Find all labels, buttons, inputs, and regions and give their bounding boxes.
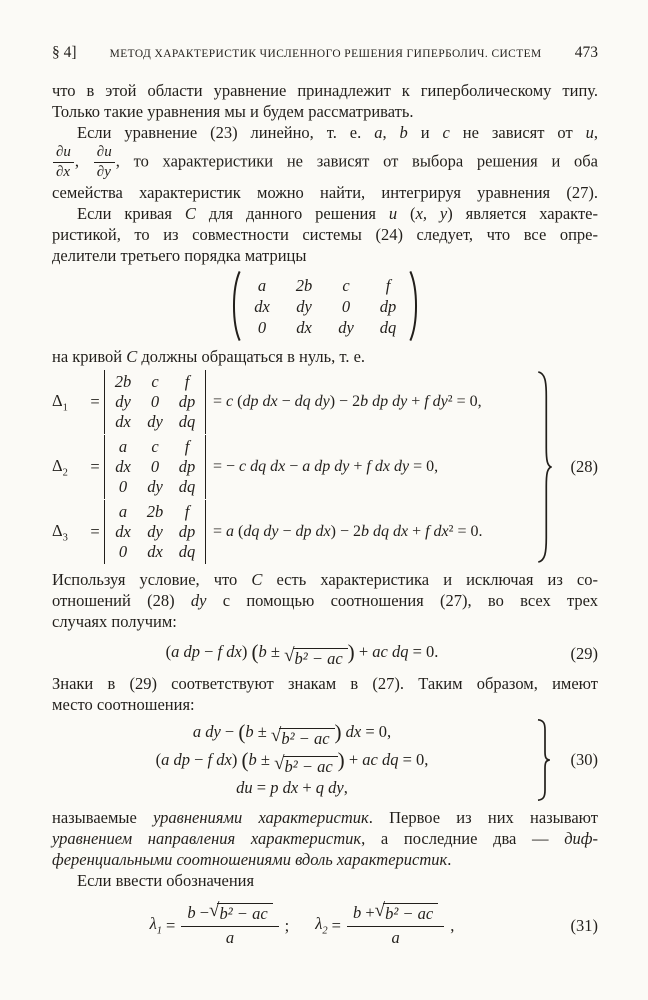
equation-31-body: [52, 900, 552, 948]
delta-symbol: $\Delta_3$: [52, 520, 68, 544]
determinant-matrix: [104, 370, 206, 434]
equals-sign: =: [90, 457, 100, 476]
equals-sign: =: [331, 915, 341, 935]
text-line-with-fractions: [52, 143, 598, 182]
matrix-cell: dy: [296, 296, 312, 316]
det-cell: dp: [178, 522, 196, 541]
coefficient-matrix-display: [52, 270, 598, 342]
system-brace-icon: [536, 370, 552, 564]
left-paren-icon: [228, 270, 242, 342]
page-number: 473: [574, 44, 598, 61]
det-cell: f: [184, 502, 190, 521]
det-cell: dq: [178, 477, 196, 496]
matrix-cell: 0: [341, 296, 351, 316]
section-number: § 4]: [52, 44, 77, 61]
matrix-cell: dx: [296, 317, 312, 337]
radicand: b² − ac: [217, 903, 272, 922]
text-line: ференциальными соотношениями вдоль характеристик.: [52, 850, 452, 869]
text-line: Только такие уравнения мы и будем рассматривать.: [52, 102, 414, 121]
det-cell: 2b: [114, 372, 132, 391]
radicand: b² − ac: [383, 903, 438, 922]
text-line: уравнением направления характеристик, а последние два — диф-: [52, 829, 599, 848]
text-line: что в этой области уравнение принадлежит к гиперболическому типу.: [52, 81, 598, 100]
radicand: b² − ac: [283, 756, 338, 775]
text-line: на кривой C должны обращаться в нуль, т. е.: [52, 347, 366, 366]
det-cell: dx: [115, 412, 131, 431]
sqrt-sign: √: [374, 900, 386, 921]
det-cell: f: [184, 437, 190, 456]
separator: ;: [284, 915, 290, 935]
matrix-cell: dq: [379, 317, 397, 337]
text-line: место соотношения:: [52, 695, 195, 714]
equals-sign: =: [90, 522, 100, 541]
det-cell: dx: [115, 457, 131, 476]
det-cell: dq: [178, 412, 196, 431]
fraction-denominator: ∂x: [53, 162, 74, 180]
det-cell: c: [151, 372, 159, 391]
paragraph-using-condition: [52, 569, 598, 632]
sqrt-sign: √: [284, 645, 295, 666]
fraction: [181, 900, 278, 948]
fraction-numerator: b + √ b² − ac: [347, 903, 444, 926]
equation-segment: (a dp − f dx) (b ±: [155, 748, 275, 772]
equals-sign: =: [90, 392, 100, 411]
text-line: Если уравнение (23) линейно, т. е. a, b и c не зависят от u,: [77, 123, 598, 142]
fraction: [347, 900, 444, 948]
equation-segment: ) dx = 0,: [334, 720, 392, 744]
matrix-cell: dp: [379, 296, 397, 316]
det-cell: dx: [115, 522, 131, 541]
equation-segment: (a dp − f dx) (b ±: [165, 640, 285, 664]
text-line: Если ввести обозначения: [77, 871, 255, 890]
radical: [270, 725, 335, 748]
fraction-denominator: ∂y: [94, 162, 115, 180]
text-line: Используя условие, что C есть характеристика и исключая из со-: [52, 570, 598, 589]
det-cell: 0: [150, 457, 160, 476]
text-line: Если кривая C для данного решения u (x, y) является характе-: [77, 204, 598, 223]
text-segment: , то характеристики не зависят от выбора решения и оба: [115, 151, 599, 171]
text-line: Знаки в (29) соответствуют знакам в (27). Таким образом, имеют: [52, 674, 598, 693]
det-cell: a: [118, 502, 128, 521]
equation-segment: ) + ac dq = 0,: [337, 748, 429, 772]
radicand: b² − ac: [279, 728, 334, 747]
determinant-row-delta2: [52, 435, 532, 499]
det-cell: f: [184, 372, 190, 391]
inline-fraction-du-dx: [53, 145, 74, 180]
equation-rhs: = a (dq dy − dp dx) − 2b dq dx + f dx² = 0.: [213, 523, 483, 540]
det-cell: dy: [115, 392, 131, 411]
det-cell: 0: [118, 542, 128, 561]
radical: [209, 900, 273, 923]
det-cell: dy: [147, 522, 163, 541]
running-head: [52, 44, 598, 62]
fraction-numerator: b − √ b² − ac: [181, 903, 278, 926]
lambda2-definition: [315, 900, 455, 948]
equation-30-line3: du = p dx + q dy,: [236, 778, 348, 797]
fraction-numerator: ∂u: [56, 144, 71, 160]
determinant-matrix: [104, 500, 206, 564]
determinant-matrix: [104, 435, 206, 499]
matrix-cell: a: [257, 275, 267, 295]
text-line: называемые уравнениями характеристик. Первое из них называют: [52, 808, 598, 827]
det-cell: 0: [118, 477, 128, 496]
equation-label-28: (28): [570, 457, 598, 476]
radicand: b² − ac: [293, 648, 348, 667]
equation-31: [52, 900, 598, 948]
determinant-row-delta3: [52, 500, 532, 564]
delta-symbol: $\Delta_1$: [52, 390, 68, 414]
lambda-symbol: $\lambda_1$: [149, 914, 163, 937]
equation-system-30: [52, 719, 598, 801]
matrix-cell: 0: [257, 317, 267, 337]
det-cell: dp: [178, 457, 196, 476]
equation-30-line1: [52, 719, 532, 747]
equation-label-29: (29): [570, 643, 598, 663]
matrix-cell: c: [342, 275, 350, 295]
lambda-symbol: $\lambda_2$: [315, 914, 328, 937]
sqrt-sign: √: [209, 900, 220, 921]
lambda1-definition: [149, 900, 316, 948]
paragraph-linear-case: [52, 122, 598, 203]
text-line: ристикой, то из совместности системы (24) следует, что все опре-: [52, 225, 598, 244]
det-cell: a: [118, 437, 128, 456]
paragraph-characteristic-equations: [52, 807, 598, 891]
equation-rhs: = c (dp dx − dq dy) − 2b dp dy + f dy² = 0,: [213, 393, 482, 410]
fraction-denominator: a: [181, 926, 278, 948]
equations-30-body: [52, 719, 532, 801]
equation-label-30: (30): [570, 750, 598, 769]
sqrt-sign: √: [270, 725, 282, 746]
paragraph-curve-c: [52, 203, 598, 266]
equation-rhs: = − c dq dx − a dp dy + f dx dy = 0,: [213, 458, 439, 475]
sqrt-sign: √: [274, 753, 285, 774]
matrix-cell: dy: [338, 317, 354, 337]
delta-symbol: $\Delta_2$: [52, 455, 68, 479]
equation-segment: ) + ac dq = 0.: [347, 640, 439, 664]
paragraph-signs: [52, 673, 598, 715]
fraction-denominator: a: [347, 926, 444, 948]
equation-label-31: (31): [570, 915, 598, 935]
system-brace-icon: [536, 719, 552, 801]
equation-29: [52, 640, 598, 667]
equation-system-28: [52, 369, 598, 565]
text-line: делители третьего порядка матрицы: [52, 246, 307, 265]
determinant-equations: [52, 369, 532, 565]
matrix-cell: dx: [254, 296, 270, 316]
text-line: семейства характеристик можно найти, интегрируя уравнения (27).: [52, 183, 598, 202]
det-cell: c: [151, 437, 159, 456]
det-cell: 0: [150, 392, 160, 411]
fraction-numerator: ∂u: [96, 144, 112, 160]
radical: [274, 753, 338, 776]
running-title: МЕТОД ХАРАКТЕРИСТИК ЧИСЛЕННОГО РЕШЕНИЯ ГИПЕРБОЛИЧ. СИСТЕМ: [109, 48, 542, 60]
equation-segment: a dy − (b ±: [192, 720, 271, 744]
det-cell: dx: [147, 542, 163, 561]
comma: ,: [74, 151, 80, 171]
inline-fraction-du-dy: [94, 145, 115, 180]
right-paren-icon: [408, 270, 422, 342]
det-cell: 2b: [146, 502, 164, 521]
radical: [374, 900, 439, 923]
coefficient-matrix: [242, 273, 408, 340]
det-cell: dy: [147, 412, 163, 431]
equation-30-line2: [52, 747, 532, 775]
text-line: случаях получим:: [52, 612, 177, 631]
separator: ,: [450, 915, 455, 935]
text-line: отношений (28) dy с помощью соотношения (27), во всех трех: [52, 591, 598, 610]
radical: [284, 645, 348, 668]
matrix-cell: 2b: [295, 275, 313, 295]
paragraph-hyperbolic-type: [52, 80, 598, 122]
det-cell: dp: [178, 392, 196, 411]
det-cell: dy: [147, 477, 163, 496]
equals-sign: =: [166, 915, 176, 935]
matrix-cell: f: [385, 275, 391, 295]
determinant-row-delta1: [52, 370, 532, 434]
equation-29-body: [52, 640, 552, 667]
det-cell: dq: [178, 542, 196, 561]
